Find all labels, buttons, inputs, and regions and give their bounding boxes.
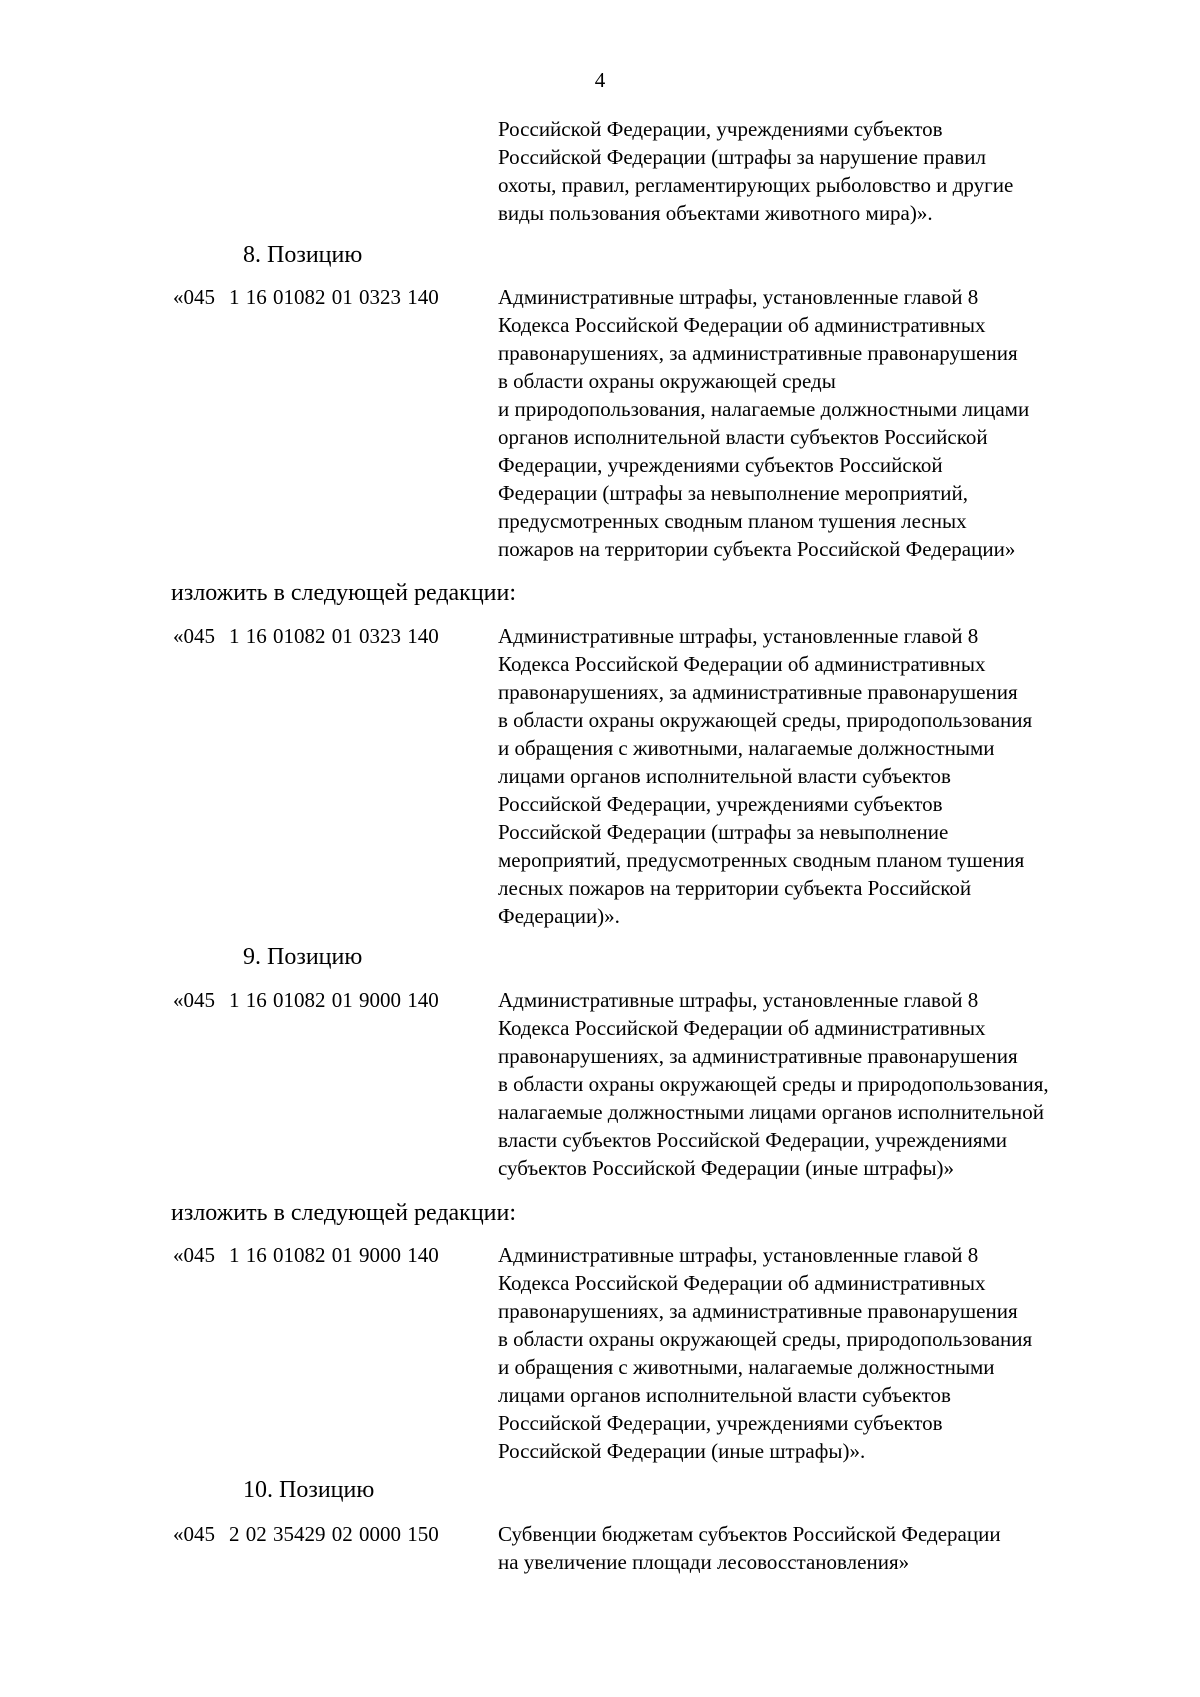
text-line: правонарушениях, за административные правонарушения	[498, 1299, 1018, 1323]
text-line: Кодекса Российской Федерации об административных	[498, 1271, 986, 1295]
item-9-new-code	[173, 1241, 439, 1269]
text-line: Федерации, учреждениями субъектов Российской	[498, 453, 943, 477]
text-line: лесных пожаров на территории субъекта Российской	[498, 876, 972, 900]
text-line: и обращения с животными, налагаемые должностными	[498, 736, 995, 760]
text-line: правонарушениях, за административные правонарушения	[498, 1044, 1018, 1068]
text-line: в области охраны окружающей среды, природопользования	[498, 708, 1033, 732]
intro-line: Российской Федерации, учреждениями субъектов	[498, 117, 943, 141]
text-line: власти субъектов Российской Федерации, учреждениями	[498, 1128, 1008, 1152]
text-line: Административные штрафы, установленные главой 8	[498, 988, 979, 1012]
text-line: органов исполнительной власти субъектов Российской	[498, 425, 988, 449]
item-8-instruction: изложить в следующей редакции:	[171, 580, 517, 606]
text-line: субъектов Российской Федерации (иные штрафы)»	[498, 1156, 955, 1180]
item-9-heading: 9. Позицию	[243, 944, 363, 970]
text-line: и природопользования, налагаемые должностными лицами	[498, 397, 1030, 421]
text-line: Российской Федерации, учреждениями субъектов	[498, 792, 943, 816]
intro-line: Российской Федерации (штрафы за нарушение правил	[498, 145, 986, 169]
code-value: 1 16 01082 01 9000 140	[229, 988, 439, 1012]
code-prefix: «045	[173, 285, 215, 309]
page-number: 4	[594, 68, 606, 92]
item-9-old-code	[173, 986, 439, 1014]
item-8-new-text	[498, 622, 1138, 930]
item-9-instruction: изложить в следующей редакции:	[171, 1200, 517, 1226]
intro-line: виды пользования объектами животного мира)».	[498, 201, 933, 225]
intro-text	[498, 115, 1138, 227]
item-9-old-text	[498, 986, 1138, 1182]
text-line: лицами органов исполнительной власти субъектов	[498, 764, 951, 788]
text-line: налагаемые должностными лицами органов исполнительной	[498, 1100, 1044, 1124]
item-10-old-text	[498, 1520, 1138, 1576]
text-line: Федерации)».	[498, 904, 620, 928]
text-line: в области охраны окружающей среды и природопользования,	[498, 1072, 1049, 1096]
text-line: лицами органов исполнительной власти субъектов	[498, 1383, 951, 1407]
code-prefix: «045	[173, 1243, 215, 1267]
item-8-old-code	[173, 283, 439, 311]
text-line: на увеличение площади лесовосстановления»	[498, 1550, 910, 1574]
item-8-old-text	[498, 283, 1138, 563]
text-line: Административные штрафы, установленные главой 8	[498, 624, 979, 648]
text-line: Административные штрафы, установленные главой 8	[498, 1243, 979, 1267]
item-8-heading: 8. Позицию	[243, 242, 363, 268]
text-line: Федерации (штрафы за невыполнение мероприятий,	[498, 481, 968, 505]
code-value: 1 16 01082 01 0323 140	[229, 624, 439, 648]
text-line: Российской Федерации (иные штрафы)».	[498, 1439, 866, 1463]
code-value: 2 02 35429 02 0000 150	[229, 1522, 439, 1546]
text-line: предусмотренных сводным планом тушения лесных	[498, 509, 967, 533]
intro-line: охоты, правил, регламентирующих рыболовство и другие	[498, 173, 1014, 197]
text-line: Российской Федерации (штрафы за невыполнение	[498, 820, 949, 844]
text-line: в области охраны окружающей среды	[498, 369, 836, 393]
code-prefix: «045	[173, 624, 215, 648]
item-10-heading: 10. Позицию	[243, 1477, 375, 1503]
code-value: 1 16 01082 01 0323 140	[229, 285, 439, 309]
text-line: Кодекса Российской Федерации об административных	[498, 313, 986, 337]
item-10-old-code	[173, 1520, 439, 1548]
text-line: Административные штрафы, установленные главой 8	[498, 285, 979, 309]
code-prefix: «045	[173, 1522, 215, 1546]
text-line: Российской Федерации, учреждениями субъектов	[498, 1411, 943, 1435]
code-value: 1 16 01082 01 9000 140	[229, 1243, 439, 1267]
text-line: Кодекса Российской Федерации об административных	[498, 1016, 986, 1040]
text-line: в области охраны окружающей среды, природопользования	[498, 1327, 1033, 1351]
text-line: Кодекса Российской Федерации об административных	[498, 652, 986, 676]
text-line: Субвенции бюджетам субъектов Российской Федерации	[498, 1522, 1001, 1546]
text-line: правонарушениях, за административные правонарушения	[498, 341, 1018, 365]
code-prefix: «045	[173, 988, 215, 1012]
text-line: мероприятий, предусмотренных сводным планом тушения	[498, 848, 1025, 872]
text-line: и обращения с животными, налагаемые должностными	[498, 1355, 995, 1379]
item-9-new-text	[498, 1241, 1138, 1465]
item-8-new-code	[173, 622, 439, 650]
text-line: правонарушениях, за административные правонарушения	[498, 680, 1018, 704]
text-line: пожаров на территории субъекта Российской Федерации»	[498, 537, 1016, 561]
